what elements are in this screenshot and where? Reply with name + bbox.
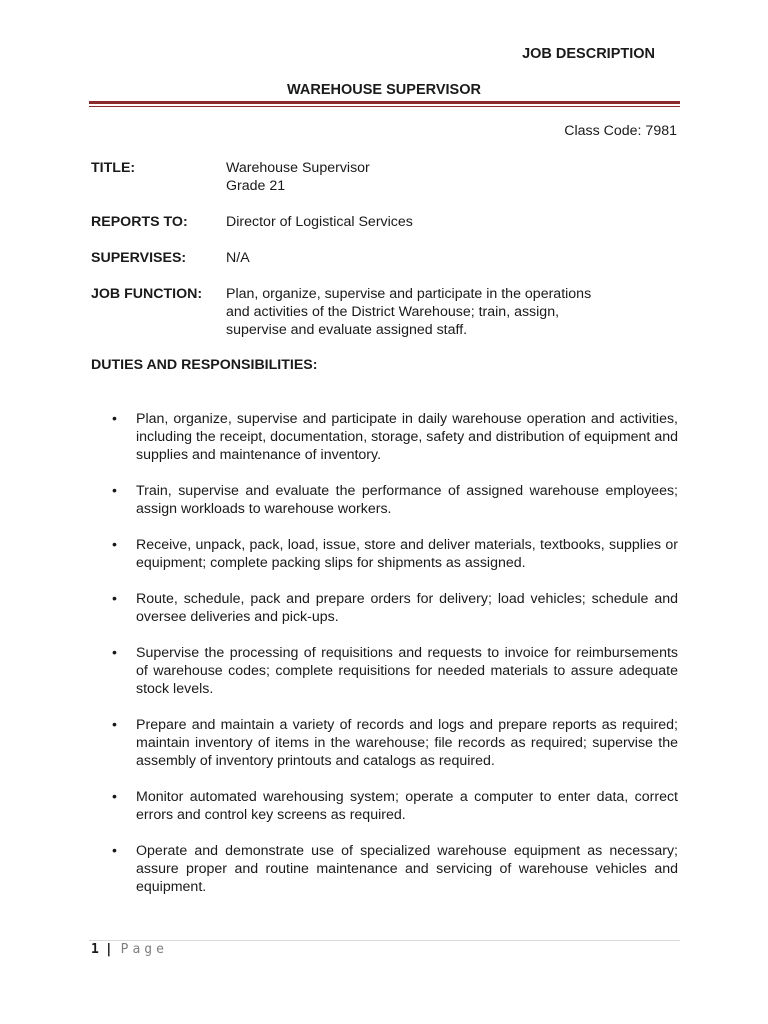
title-rule-thick: [89, 101, 680, 104]
field-reports-to: [91, 213, 681, 231]
bullet-icon: •: [112, 483, 117, 499]
field-title: [91, 159, 681, 195]
grade-line: Grade 21: [226, 178, 286, 194]
document-title: WAREHOUSE SUPERVISOR: [287, 82, 481, 98]
duty-text: Plan, organize, supervise and participate in daily warehouse operation and activities, including the receipt, documentation, storage, safety and distribution of equipment and supplies and maintenance of inventory.: [136, 411, 678, 463]
title-rule-thin: [89, 106, 680, 107]
class-code: Class Code: 7981: [564, 123, 677, 139]
job-function-line: supervise and evaluate assigned staff.: [226, 322, 468, 338]
duty-item: [91, 410, 678, 464]
duty-text: Train, supervise and evaluate the performance of assigned warehouse employees; assign workloads to warehouse workers.: [136, 483, 678, 517]
field-title-label: TITLE:: [91, 160, 136, 176]
duty-item: [91, 644, 678, 698]
field-job-function-value: [226, 285, 681, 339]
job-function-line: and activities of the District Warehouse; train, assign,: [226, 304, 560, 320]
duty-text: Monitor automated warehousing system; operate a computer to enter data, correct errors and control key screens as required.: [136, 789, 678, 823]
duty-item: [91, 842, 678, 896]
duty-text: Operate and demonstrate use of specialized warehouse equipment as necessary; assure proper and routine maintenance and servicing of warehouse vehicles and equipment.: [136, 843, 678, 895]
field-reports-to-value: Director of Logistical Services: [226, 214, 413, 230]
bullet-icon: •: [112, 537, 117, 553]
bullet-icon: •: [112, 591, 117, 607]
duty-item: [91, 482, 678, 518]
field-title-value: [226, 159, 681, 195]
bullet-icon: •: [112, 843, 117, 859]
field-supervises-label: SUPERVISES:: [91, 250, 187, 266]
duty-text: Prepare and maintain a variety of records and logs and prepare reports as required; maintain inventory of items in the warehouse; file records as required; supervise the assembly of inventory printouts and catalogs as required.: [136, 717, 678, 769]
page-number: 1: [91, 942, 101, 957]
duty-item: [91, 590, 678, 626]
doc-label: JOB DESCRIPTION: [522, 46, 655, 62]
field-supervises: [91, 249, 681, 267]
duty-item: [91, 788, 678, 824]
title-line: Warehouse Supervisor: [226, 160, 370, 176]
footer-separator: |: [104, 942, 115, 957]
bullet-icon: •: [112, 789, 117, 805]
bullet-icon: •: [112, 411, 117, 427]
duty-item: [91, 716, 678, 770]
duty-text: Receive, unpack, pack, load, issue, store and deliver materials, textbooks, supplies or equipment; complete packing slips for shipments as assigned.: [136, 537, 678, 571]
duty-item: [91, 536, 678, 572]
field-reports-to-label: REPORTS TO:: [91, 214, 188, 230]
duty-text: Supervise the processing of requisitions and requests to invoice for reimbursements of warehouse codes; complete requisitions for needed materials to assure adequate stock levels.: [136, 645, 678, 697]
field-job-function: [91, 285, 681, 339]
duties-heading: DUTIES AND RESPONSIBILITIES:: [91, 357, 318, 373]
job-function-line: Plan, organize, supervise and participate in the operations: [226, 286, 592, 302]
page-word: Page: [120, 942, 168, 957]
footer-rule: [89, 940, 680, 941]
field-job-function-label: JOB FUNCTION:: [91, 286, 203, 302]
duty-text: Route, schedule, pack and prepare orders for delivery; load vehicles; schedule and oversee deliveries and pick-ups.: [136, 591, 678, 625]
field-supervises-value: N/A: [226, 250, 250, 266]
duties-list: [91, 410, 678, 914]
page-footer: [91, 942, 168, 957]
bullet-icon: •: [112, 717, 117, 733]
bullet-icon: •: [112, 645, 117, 661]
